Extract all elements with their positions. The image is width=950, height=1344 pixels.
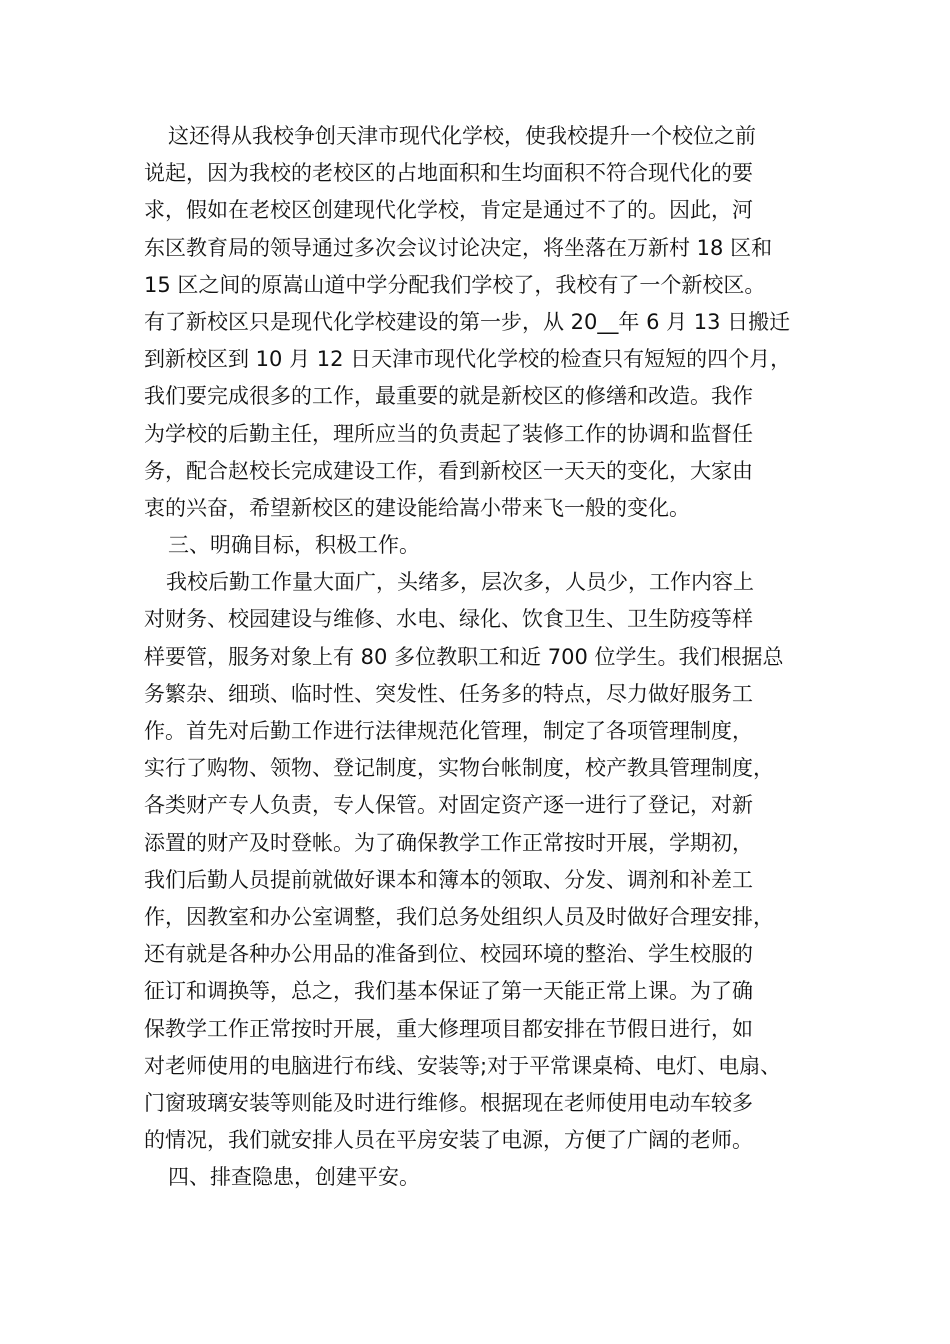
document-body [144,118,824,1196]
paragraph-line: 实行了购物、领物、登记制度，实物台帐制度，校产教具管理制度， [144,756,774,781]
paragraph-line: 求，假如在老校区创建现代化学校，肯定是通过不了的。因此，河 [144,198,753,223]
paragraph-line: 对老师使用的电脑进行布线、安装等;对于平常课桌椅、电灯、电扇、 [144,1053,782,1078]
paragraph-line: 各类财产专人负责，专人保管。对固定资产逐一进行了登记，对新 [144,793,753,818]
paragraph-line: 作，因教室和办公室调整，我们总务处组织人员及时做好合理安排， [144,904,774,929]
paragraph-line: 我们后勤人员提前就做好课本和簿本的领取、分发、调剂和补差工 [144,867,753,892]
paragraph-line: 说起，因为我校的老校区的占地面积和生均面积不符合现代化的要 [144,161,753,186]
paragraph-line: 门窗玻璃安装等则能及时进行维修。根据现在老师使用电动车较多 [144,1090,753,1115]
paragraph-line: 作。首先对后勤工作进行法律规范化管理，制定了各项管理制度， [144,719,753,743]
paragraph-line: 我校后勤工作量大面广，头绪多，层次多，人员少，工作内容上 [166,570,754,595]
paragraph-line: 保教学工作正常按时开展，重大修理项目都安排在节假日进行，如 [144,1016,753,1041]
paragraph-line: 添置的财产及时登帐。为了确保教学工作正常按时开展，学期初， [144,830,753,855]
section-heading: 四、排查隐患，创建平安。 [168,1165,420,1190]
paragraph-line: 为学校的后勤主任，理所应当的负责起了装修工作的协调和监督任 [144,421,753,446]
paragraph-line: 务，配合赵校长完成建设工作，看到新校区一天天的变化，大家由 [144,458,753,483]
paragraph-line: 这还得从我校争创天津市现代化学校，使我校提升一个校位之前 [168,124,756,148]
paragraph-line: 到新校区到 10 月 12 日天津市现代化学校的检查只有短短的四个月， [144,347,792,372]
paragraph-line: 东区教育局的领导通过多次会议讨论决定，将坐落在万新村 18 区和 [144,235,773,260]
paragraph-line: 15 区之间的原嵩山道中学分配我们学校了，我校有了一个新校区。 [144,272,766,297]
paragraph-line: 样要管，服务对象上有 80 多位教职工和近 700 位学生。我们根据总 [144,644,784,669]
paragraph-line: 我们要完成很多的工作，最重要的就是新校区的修缮和改造。我作 [144,384,753,409]
paragraph-line: 衷的兴奋，希望新校区的建设能给嵩小带来飞一般的变化。 [144,495,690,520]
paragraph-line: 还有就是各种办公用品的准备到位、校园环境的整治、学生校服的 [144,942,753,967]
section-heading: 三、明确目标，积极工作。 [168,533,420,558]
paragraph-line: 的情况，我们就安排人员在平房安装了电源，方便了广阔的老师。 [144,1128,753,1153]
paragraph-line: 有了新校区只是现代化学校建设的第一步，从 20__年 6 月 13 日搬迁 [144,309,791,334]
paragraph-line: 征订和调换等，总之，我们基本保证了第一天能正常上课。为了确 [144,979,753,1004]
paragraph-line: 对财务、校园建设与维修、水电、绿化、饮食卫生、卫生防疫等样 [144,607,753,632]
paragraph-line: 务繁杂、细琐、临时性、突发性、任务多的特点，尽力做好服务工 [144,681,753,706]
